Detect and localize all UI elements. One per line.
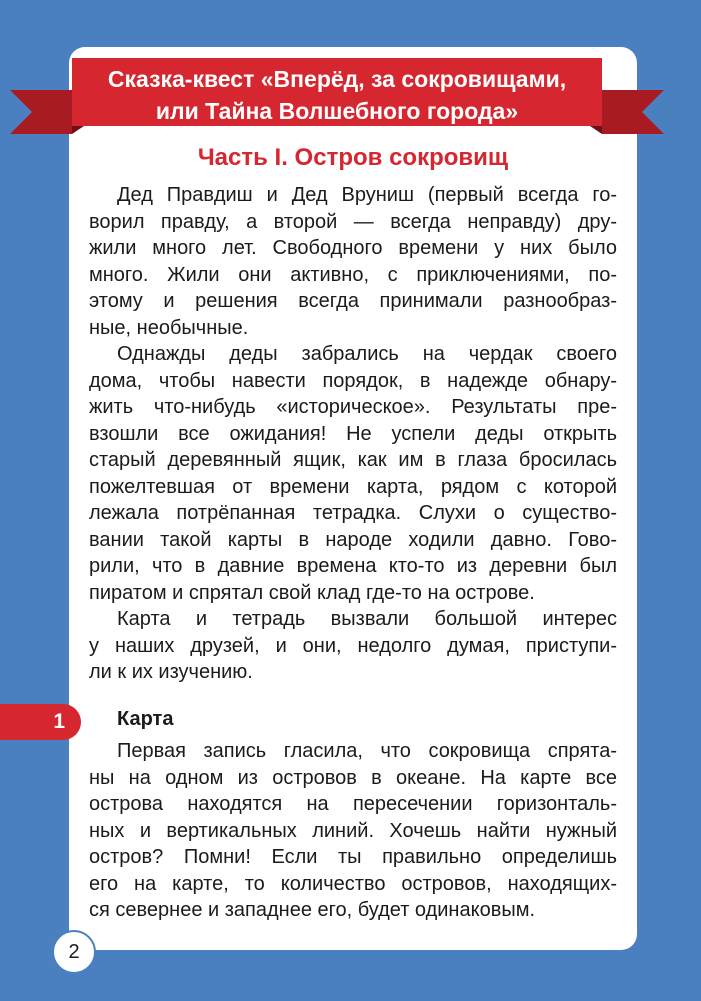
text-line: ны на одном из островов в океане. На карте все	[89, 766, 617, 789]
quest-title-line-1: Сказка-квест «Вперёд, за сокровищами,	[107, 66, 567, 92]
text-line: ные, необычные.	[89, 316, 249, 339]
text-line: ных и вертикальных линий. Хочешь найти нужный	[89, 819, 617, 842]
text-line: Дед Правдиш и Дед Вруниш (первый всегда го-	[117, 184, 617, 206]
text-line: Первая запись гласила, что сокровища спрята-	[117, 740, 617, 762]
story-paragraph-3	[89, 606, 617, 686]
text-line: вании такой карты в народе ходили давно. Гово-	[89, 528, 617, 551]
task-title: Карта	[117, 708, 174, 730]
page-number: 2	[52, 930, 96, 974]
text-line: ли к их изучению.	[89, 661, 253, 683]
text-line: дома, чтобы навести порядок, в надежде обнару-	[89, 369, 617, 392]
story-paragraph-1	[89, 182, 617, 341]
text-line: пожелтевшая от времени карта, рядом с которой	[89, 475, 617, 498]
task-number-tab: 1	[0, 704, 81, 740]
text-line: его на карте, то количество островов, находящих-	[89, 872, 617, 895]
title-ribbon	[10, 58, 664, 138]
text-line: жили много лет. Свободного времени у них было	[89, 237, 617, 259]
task-paragraph	[89, 738, 617, 924]
quest-title	[80, 63, 594, 127]
text-line: этому и решения всегда принимали разнообраз-	[89, 290, 617, 312]
part-heading: Часть I. Остров сокровищ	[197, 144, 509, 171]
text-line: пиратом и спрятал свой клад где-то на острове.	[89, 581, 535, 604]
text-line: старый деревянный ящик, как им в глаза бросилась	[89, 449, 617, 471]
text-line: жить что-нибудь «историческое». Результаты пре-	[89, 396, 617, 418]
text-line: рили, что в давние времена кто-то из деревни был	[89, 555, 617, 577]
text-line: взошли все ожидания! Не успели деды открыть	[89, 422, 617, 445]
quest-title-line-2: или Тайна Волшебного города»	[155, 98, 519, 124]
text-line: Карта и тетрадь вызвали большой интерес	[117, 608, 617, 630]
story-paragraph-2	[89, 341, 617, 606]
text-line: остров? Помни! Если ты правильно определишь	[89, 846, 617, 868]
text-line: острова находятся на пересечении горизонталь-	[89, 793, 617, 815]
text-line: ся севернее и западнее его, будет одинаковым.	[89, 899, 536, 921]
text-line: Однажды деды забрались на чердак своего	[117, 343, 617, 365]
text-line: лежала потрёпанная тетрадка. Слухи о существо-	[89, 502, 617, 524]
text-line: ворил правду, а второй — всегда неправду) дру-	[89, 210, 617, 233]
text-line: много. Жили они активно, с приключениями, по-	[89, 263, 617, 286]
text-line: у наших друзей, и они, недолго думая, приступи-	[89, 634, 617, 657]
